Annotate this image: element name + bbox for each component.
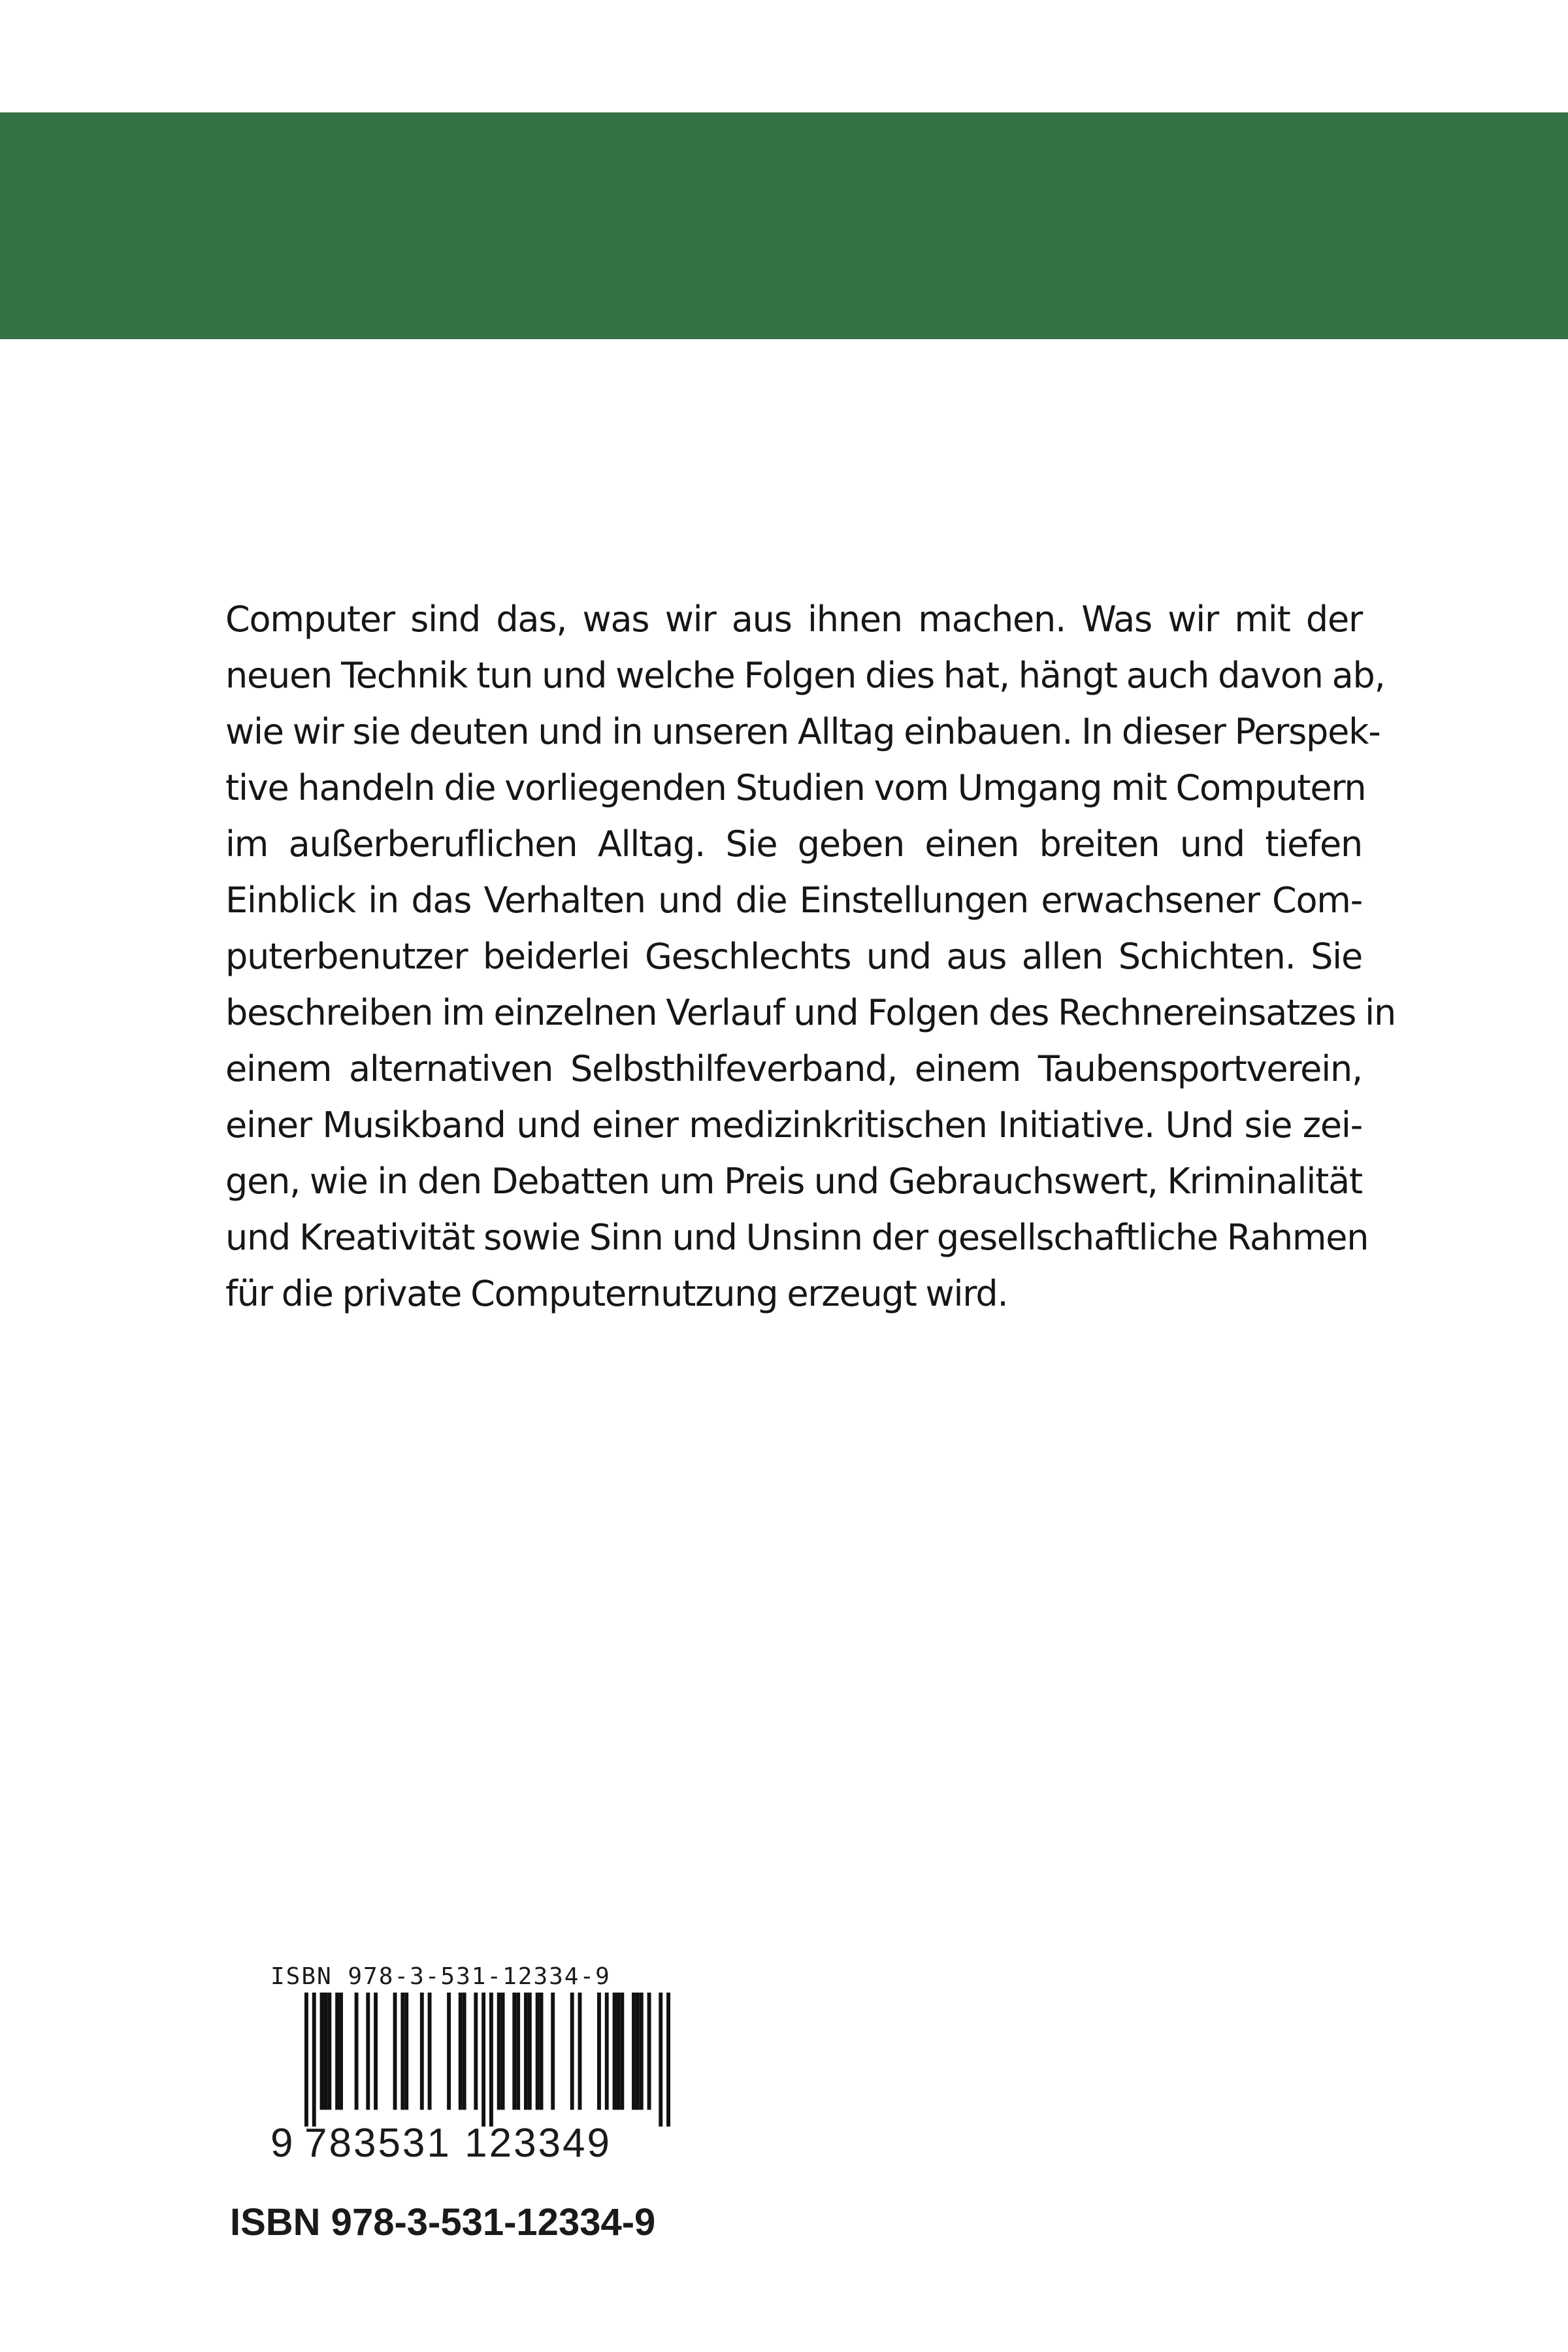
blurb-line: im außerberuflichen Alltag. Sie geben einen breiten und tiefen (225, 823, 1362, 865)
barcode-bar (620, 1993, 624, 2110)
barcode-bar (320, 1993, 324, 2110)
barcode-bar (647, 1993, 651, 2110)
blurb-line: einer Musikband und einer medizinkritischen Initiative. Und sie zei- (225, 1104, 1362, 1146)
barcode-bar (339, 1993, 343, 2110)
blurb-line: Computer sind das, was wir aus ihnen machen. Was wir mit der (225, 599, 1362, 640)
barcode-bar (323, 1993, 327, 2110)
barcode-bar (528, 1993, 532, 2110)
barcode-isbn-caption: ISBN 978-3-531-12334-9 (270, 1963, 611, 1990)
blurb-line: und Kreativität sowie Sinn und Unsinn der gesellschaftliche Rahmen (225, 1217, 1369, 1258)
barcode-digit-groups: 783531 123349 (304, 2121, 612, 2166)
barcode-guard-bar (304, 1993, 308, 2127)
barcode-bar (400, 1993, 404, 2110)
barcode-guard-bar (666, 1993, 670, 2127)
barcode-bar (404, 1993, 408, 2110)
blurb-line: einem alternativen Selbsthilfeverband, einem Taubensportverein, (225, 1048, 1362, 1089)
barcode-bar (632, 1993, 636, 2110)
barcode-bar (497, 1993, 501, 2110)
barcode-bar (536, 1993, 540, 2110)
barcode-bar (366, 1993, 370, 2110)
barcode-bar (605, 1993, 609, 2110)
blurb-line: wie wir sie deuten und in unseren Alltag einbauen. In dieser Perspek- (225, 711, 1380, 752)
barcode-bar (636, 1993, 640, 2110)
barcode-bar (516, 1993, 520, 2110)
blurb-line: puterbenutzer beiderlei Geschlechts und aus allen Schichten. Sie (225, 936, 1362, 977)
barcode-bar (459, 1993, 463, 2110)
barcode-bar (570, 1993, 574, 2110)
barcode-bar (613, 1993, 617, 2110)
cover-color-band (0, 112, 1568, 339)
barcode-lead-digit: 9 (270, 2121, 293, 2166)
isbn-label: ISBN 978-3-531-12334-9 (230, 2201, 656, 2244)
blurb-line: Einblick in das Verhalten und die Einstellungen erwachsener Com- (225, 880, 1362, 921)
barcode-bar (501, 1993, 505, 2110)
barcode-bar (597, 1993, 601, 2110)
blurb-line: neuen Technik tun und welche Folgen dies hat, hängt auch davon ab, (225, 655, 1385, 696)
barcode-bar (578, 1993, 582, 2110)
blurb-line: für die private Computernutzung erzeugt wird. (225, 1273, 1008, 1314)
barcode-bar (524, 1993, 528, 2110)
barcode-bars (304, 1993, 670, 2127)
barcode-bar (640, 1993, 644, 2110)
barcode-bar (420, 1993, 424, 2110)
barcode-digits (270, 2121, 670, 2172)
back-cover-blurb (225, 591, 1396, 1322)
barcode-bar (327, 1993, 331, 2110)
barcode-guard-bar (489, 1993, 493, 2127)
isbn-barcode (270, 1964, 670, 2172)
barcode-bar (551, 1993, 555, 2110)
barcode-bar (374, 1993, 378, 2110)
barcode-bar (428, 1993, 432, 2110)
barcode-bar (335, 1993, 339, 2110)
blurb-line: tive handeln die vorliegenden Studien vom Umgang mit Computern (225, 767, 1366, 808)
barcode-guard-bar (659, 1993, 662, 2127)
barcode-bar (463, 1993, 466, 2110)
barcode-bar (616, 1993, 620, 2110)
barcode-guard-bar (312, 1993, 316, 2127)
blurb-line: gen, wie in den Debatten um Preis und Gebrauchswert, Kriminalität (225, 1161, 1362, 1202)
barcode-bar (447, 1993, 451, 2110)
barcode-bar (355, 1993, 359, 2110)
barcode-bar (540, 1993, 544, 2110)
blurb-line: beschreiben im einzelnen Verlauf und Folgen des Rechnereinsatzes in (225, 992, 1396, 1033)
barcode-bar (512, 1993, 516, 2110)
barcode-bar (474, 1993, 478, 2110)
barcode-bar (393, 1993, 397, 2110)
barcode-guard-bar (482, 1993, 485, 2127)
